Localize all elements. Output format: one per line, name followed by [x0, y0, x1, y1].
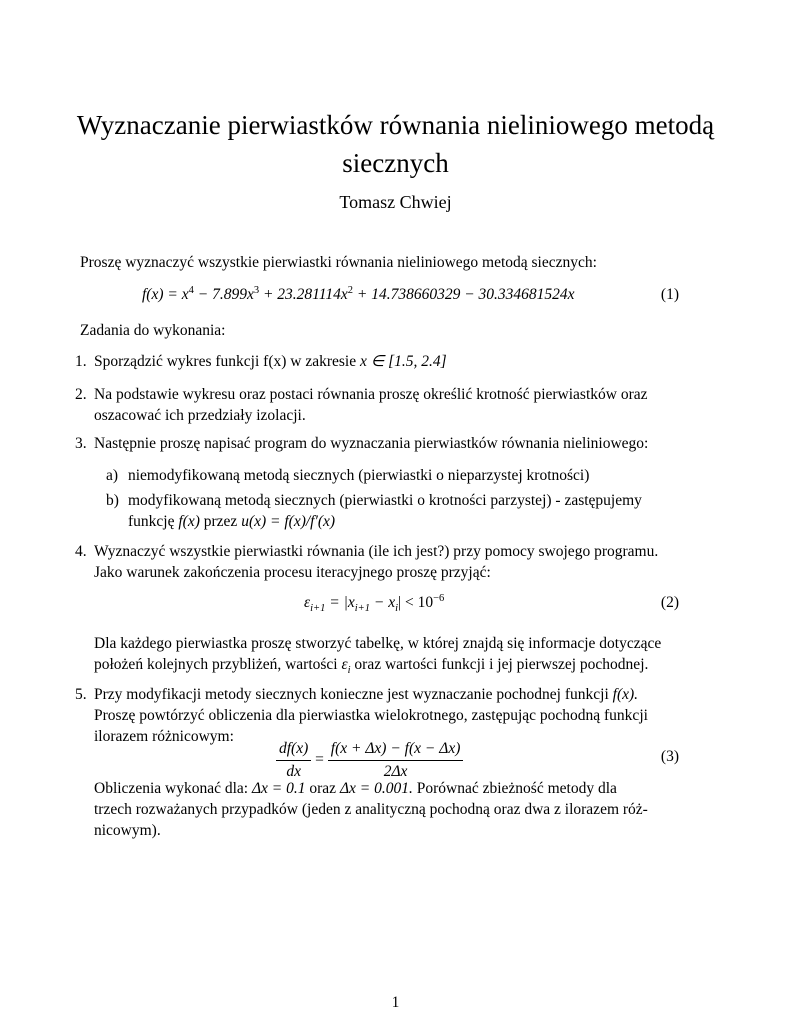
- eq1-term2: − 7.899x: [193, 286, 254, 303]
- task-4-after-2-b: oraz wartości funkcji i jej pierwszej pochodnej.: [354, 656, 649, 673]
- eq3-fraction-right: [328, 740, 464, 781]
- task-5-after-1-b: oraz: [309, 780, 337, 797]
- equation-1: [142, 286, 575, 304]
- tasks-heading: Zadania do wykonania:: [80, 322, 226, 339]
- task-2-line-1: Na podstawie wykresu oraz postaci równania proszę określić krotność pierwiastków oraz: [94, 386, 648, 403]
- eq2-sub-1: i+1: [310, 603, 326, 615]
- task-5-after-3: nicowym).: [94, 822, 161, 839]
- task-4-after-2: [94, 654, 648, 675]
- equation-1-number: (1): [660, 286, 679, 303]
- eq2-end: | < 10: [398, 594, 434, 611]
- eq3-equals: =: [315, 751, 324, 769]
- eq2-exp: −6: [433, 592, 445, 604]
- task-1-text: [94, 351, 447, 372]
- eq1-term3: + 23.281114x: [259, 286, 348, 303]
- task-3b-math-1: f(x): [178, 513, 200, 530]
- task-3a-text: niemodyfikowaną metodą siecznych (pierwiastki o nieparzystej krotności): [128, 467, 590, 484]
- eq1-exp2: 2: [347, 284, 353, 296]
- document-title: [40, 106, 751, 182]
- eq3-frac1-num: df(x): [276, 740, 311, 761]
- task-4-after-2-eps: ε: [341, 656, 348, 673]
- task-3-number: 3.: [75, 435, 87, 452]
- eq1-term4: + 14.738660329 − 30.334681524x: [353, 286, 575, 303]
- task-4-line-1: Wyznaczyć wszystkie pierwiastki równania (ile ich jest?) przy pomocy swojego programu.: [94, 543, 659, 560]
- task-4-number: 4.: [75, 543, 87, 560]
- task-4-after-1: Dla każdego pierwiastka proszę stworzyć tabelkę, w której znajdą się informacje dotyczące: [94, 635, 662, 652]
- task-5-line-1: [94, 684, 638, 705]
- author-name: Tomasz Chwiej: [339, 192, 452, 212]
- task-5-line-3: ilorazem różnicowym:: [94, 728, 234, 745]
- eq2-eps: ε: [304, 594, 311, 611]
- eq3-frac2-num: f(x + Δx) − f(x − Δx): [328, 740, 464, 761]
- eq3-fraction-left: [276, 740, 311, 781]
- equation-2: [304, 592, 445, 615]
- eq2-sub-2: i+1: [354, 603, 370, 615]
- task-5-line-1-text: Przy modyfikacji metody siecznych konieczne jest wyznaczanie pochodnej funkcji: [94, 686, 609, 703]
- task-1-number: 1.: [75, 353, 87, 370]
- task-5-after-1-m2: Δx = 0.001.: [339, 780, 413, 797]
- task-5-line-2: Proszę powtórzyć obliczenia dla pierwiastka wielokrotnego, zastępując pochodną funkcji: [94, 707, 648, 724]
- title-line-1: Wyznaczanie pierwiastków równania nieliniowego metodą: [76, 110, 715, 140]
- task-5-number: 5.: [75, 686, 87, 703]
- eq1-exp4: 4: [188, 284, 194, 296]
- eq3-frac2-den: 2Δx: [383, 763, 408, 780]
- intro-text: Proszę wyznaczyć wszystkie pierwiastki równania nieliniowego metodą siecznych:: [80, 254, 597, 271]
- task-1-label: Sporządzić wykres funkcji f(x) w zakresie: [94, 353, 357, 370]
- task-3b-line-1: modyfikowaną metodą siecznych (pierwiastki o krotności parzystej) - zastępujemy: [128, 492, 642, 509]
- title-line-2: siecznych: [342, 148, 449, 178]
- task-4-after-2-sub: i: [347, 665, 351, 677]
- eq1-exp3: 3: [253, 284, 260, 296]
- task-5-after-1-a: Obliczenia wykonać dla:: [94, 780, 249, 797]
- task-3b-label: b): [106, 492, 119, 509]
- eq2-sub-3: i: [395, 603, 399, 615]
- task-1-math: x ∈ [1.5, 2.4]: [359, 353, 447, 370]
- task-4-line-2: Jako warunek zakończenia procesu iteracyjnego proszę przyjąć:: [94, 564, 491, 581]
- task-3-text: Następnie proszę napisać program do wyznaczania pierwiastków równania nieliniowego:: [94, 435, 649, 452]
- task-2-line-2: oszacować ich przedziały izolacji.: [94, 407, 306, 424]
- task-5-line-1-math: f(x).: [612, 686, 639, 703]
- task-5-after-1-c: Porównać zbieżność metody dla: [416, 780, 617, 797]
- task-3a-label: a): [106, 467, 119, 484]
- equation-3-number: (3): [660, 748, 679, 765]
- task-4-after-2-a: położeń kolejnych przybliżeń, wartości: [94, 656, 338, 673]
- equation-3: [276, 740, 463, 781]
- eq2-mid: = |x: [325, 594, 355, 611]
- task-5-after-2: trzech rozważanych przypadków (jeden z analityczną pochodną oraz dwa z ilorazem róż-: [94, 801, 648, 818]
- eq3-frac1-den: dx: [286, 763, 301, 780]
- page-number: 1: [391, 994, 400, 1011]
- task-2-number: 2.: [75, 386, 87, 403]
- task-3b-text-a: funkcję: [128, 513, 175, 530]
- task-3b-line-2: [128, 511, 335, 532]
- task-5-after-1: [94, 778, 617, 799]
- equation-2-number: (2): [660, 594, 679, 611]
- eq1-lhs: f(x) = x: [142, 286, 189, 303]
- eq2-mid-2: − x: [370, 594, 396, 611]
- task-3b-math-2: u(x) = f(x)/f′(x): [241, 513, 336, 530]
- task-3b-text-b: przez: [203, 513, 238, 530]
- task-5-after-1-m1: Δx = 0.1: [251, 780, 306, 797]
